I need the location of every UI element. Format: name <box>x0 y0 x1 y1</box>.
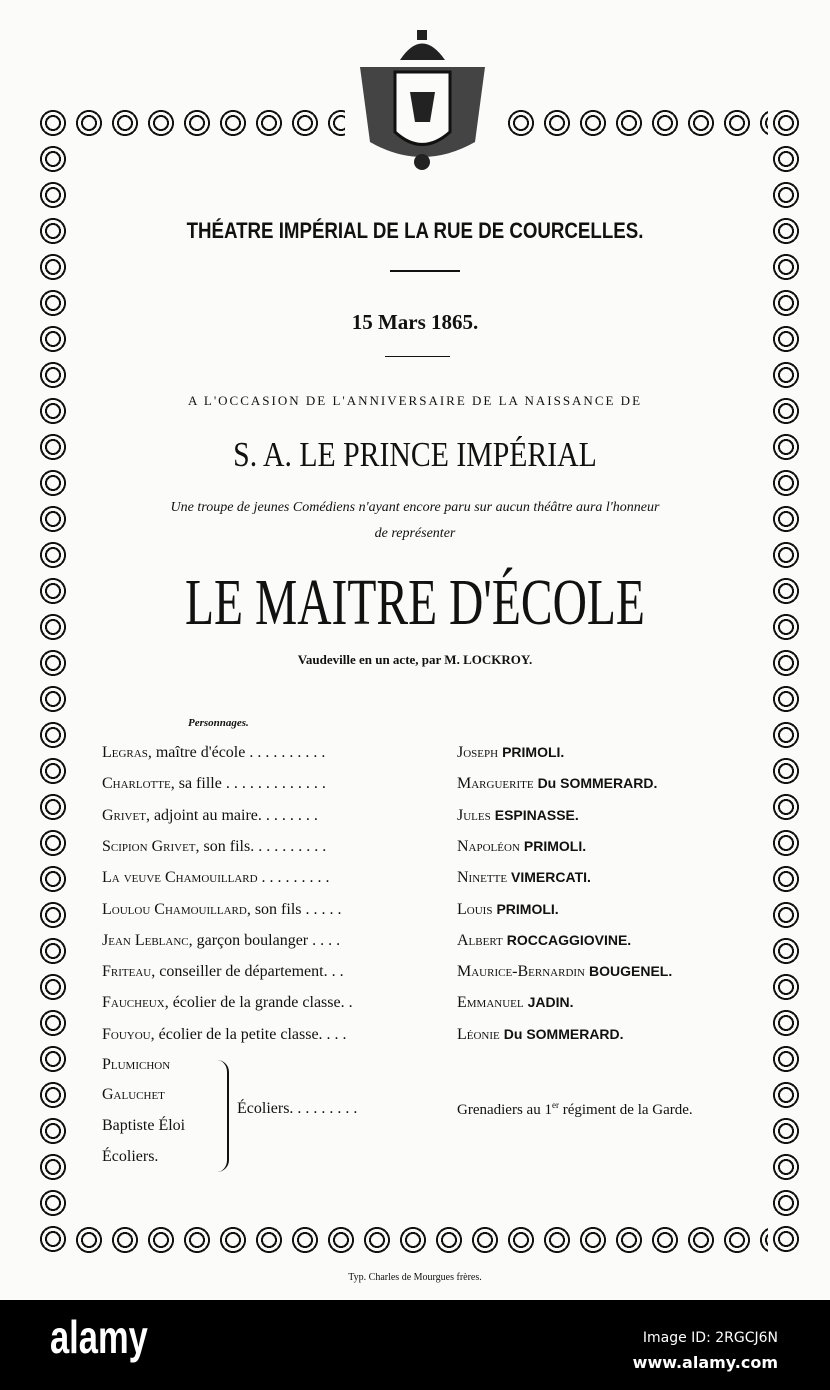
performance-date: 15 Mars 1865. <box>351 310 479 334</box>
role-description: , maître d'école . . . . . . . . . . <box>147 744 326 761</box>
actor-surname: VIMERCATI. <box>511 869 591 886</box>
actor <box>457 775 657 793</box>
cast-row <box>102 775 762 801</box>
actor-first-name: Léonie <box>457 1025 500 1043</box>
actor-first-name: Ninette <box>457 869 508 887</box>
role <box>102 869 330 887</box>
actors-text: régiment de la Garde. <box>558 1102 693 1118</box>
role-description: , son fils. . . . . . . . . . <box>195 837 327 855</box>
actor <box>457 1026 624 1044</box>
role-description: , son fils . . . . . <box>246 900 342 918</box>
role-name: La veuve Chamouillard <box>102 869 258 887</box>
ornamental-border-right <box>768 105 808 1262</box>
role-name: Grivet <box>102 806 146 824</box>
cast-row <box>102 744 762 770</box>
ornamental-border-bottom <box>35 1222 808 1262</box>
troupe-text: Une troupe de jeunes Comédiens n'ayant encore paru sur aucun théâtre aura l'honneur <box>170 500 660 515</box>
actor-first-name: Emmanuel <box>457 994 524 1012</box>
actor-surname: ESPINASSE. <box>494 806 579 823</box>
actor-first-name: Joseph <box>457 744 499 761</box>
student-name: Baptiste Éloi <box>102 1117 186 1134</box>
role <box>102 744 325 762</box>
actor-first-name: Louis <box>457 900 493 918</box>
theatre-name: THÉATRE IMPÉRIAL DE LA RUE DE COURCELLES. <box>186 218 644 243</box>
role <box>102 1026 347 1044</box>
student-name: Galuchet <box>102 1086 165 1103</box>
actor-first-name: Maurice-Bernardin <box>457 963 586 981</box>
cast-row <box>102 838 762 864</box>
actor-surname: PRIMOLI. <box>496 900 559 917</box>
actor-first-name: Jules <box>457 806 491 824</box>
actor <box>457 744 564 762</box>
actor <box>457 807 579 825</box>
watermark-url: www.alamy.com <box>632 1353 778 1372</box>
actor-surname: Du SOMMERARD. <box>503 1025 624 1042</box>
actor-first-name: Napoléon <box>457 837 520 855</box>
actor-surname: PRIMOLI. <box>502 744 565 760</box>
divider <box>390 270 460 272</box>
role <box>102 838 326 856</box>
actor-surname: Du SOMMERARD. <box>537 775 658 792</box>
divider <box>385 356 450 357</box>
role-name: Faucheux <box>102 994 165 1012</box>
actors-text: Grenadiers au 1 <box>457 1102 552 1118</box>
students-actors <box>457 1100 693 1119</box>
actor <box>457 869 591 887</box>
role-description: , sa fille . . . . . . . . . . . . . <box>170 775 326 793</box>
cast-row <box>102 1026 762 1052</box>
role-description: , écolier de la grande classe. . <box>164 994 353 1012</box>
actor-surname: ROCCAGGIOVINE. <box>506 931 632 948</box>
alamy-logo: alamy <box>50 1311 148 1363</box>
actor <box>457 838 586 856</box>
cast-row <box>102 932 762 958</box>
role-description: , garçon boulanger . . . . <box>188 931 341 949</box>
actor-first-name: Albert <box>457 931 503 949</box>
troupe-text-cont: de représenter <box>374 526 456 541</box>
role <box>102 963 344 981</box>
printer-credit: Typ. Charles de Mourgues frères. <box>348 1272 482 1283</box>
role <box>102 994 353 1012</box>
cast-row <box>102 994 762 1020</box>
role-name: Friteau <box>102 963 152 981</box>
cast-row <box>102 901 762 927</box>
prince-heading: S. A. LE PRINCE IMPÉRIAL <box>233 435 597 474</box>
actor <box>457 901 559 919</box>
actor <box>457 963 672 981</box>
brace <box>215 1060 229 1172</box>
role-description: , conseiller de département. . . <box>151 963 344 981</box>
role-name: Charlotte <box>102 775 171 793</box>
actor <box>457 994 574 1012</box>
ornamental-border-left <box>35 105 75 1262</box>
role-name: Scipion Grivet <box>102 837 196 855</box>
play-subtitle: Vaudeville en un acte, par M. LOCKROY. <box>297 652 533 667</box>
role <box>102 775 326 793</box>
role <box>102 807 318 825</box>
role-description: , écolier de la petite classe. . . . <box>150 1025 347 1043</box>
role-name: Jean Leblanc <box>102 931 189 949</box>
actor-surname: PRIMOLI. <box>523 837 587 854</box>
image-id: Image ID: 2RGCJ6N <box>642 1330 778 1346</box>
role-description: , adjoint au maire. . . . . . . . <box>145 806 318 824</box>
actor-surname: BOUGENEL. <box>589 963 673 980</box>
superscript: er <box>551 1100 559 1110</box>
student-name: Plumichon <box>102 1056 171 1073</box>
actor <box>457 932 631 950</box>
actor-first-name: Marguerite <box>457 775 534 793</box>
role-name: Fouyou <box>102 1025 151 1043</box>
cast-row <box>102 807 762 833</box>
cast-heading: Personnages. <box>188 717 249 729</box>
cast-row <box>102 963 762 989</box>
occasion-text: A L'OCCASION DE L'ANNIVERSAIRE DE LA NAISSANCE DE <box>187 393 643 408</box>
students-group: Écoliers. . . . . . . . . <box>237 1100 358 1117</box>
imperial-crest-icon <box>355 22 490 177</box>
student-name: Écoliers. <box>102 1148 159 1165</box>
actor-surname: JADIN. <box>527 994 574 1011</box>
role-description: . . . . . . . . . <box>257 869 330 887</box>
cast-row <box>102 869 762 895</box>
role <box>102 932 340 950</box>
role-name: Loulou Chamouillard <box>102 900 247 918</box>
role <box>102 901 342 919</box>
play-title: LE MAITRE D'ÉCOLE <box>185 566 645 639</box>
role-name: Legras <box>102 744 148 761</box>
